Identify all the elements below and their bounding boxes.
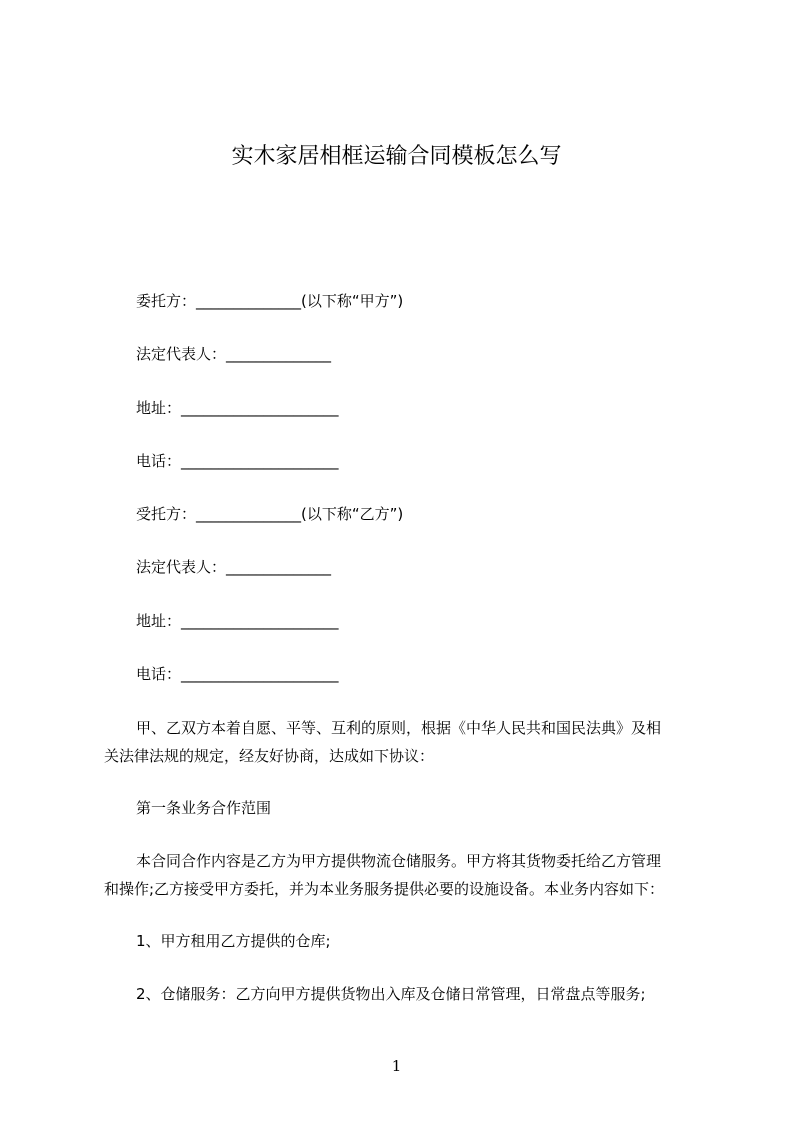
document-title: 实木家居相框运输合同模板怎么写 (231, 144, 562, 169)
article-1-body-line-1: 本合同合作内容是乙方为甲方提供物流仓储服务。甲方将其货物委托给乙方管理 (136, 852, 662, 870)
article-1-item-1: 1、甲方租用乙方提供的仓库; (136, 932, 331, 950)
party-a-phone: 电话：_____________________ (136, 452, 339, 470)
party-b-phone: 电话：_____________________ (136, 665, 339, 683)
intro-line-1: 甲、乙双方本着自愿、平等、互利的原则，根据《中华人民共和国民法典》及相 (136, 719, 662, 737)
party-a-address: 地址：_____________________ (136, 399, 339, 417)
article-1-body (104, 851, 704, 899)
party-b-legal-representative: 法定代表人：______________ (136, 558, 332, 576)
intro-paragraph (104, 718, 704, 766)
article-1-item-2: 2、仓储服务：乙方向甲方提供货物出入库及仓储日常管理，日常盘点等服务; (136, 985, 646, 1003)
party-a-principal: 委托方：______________(以下称“甲方”) (136, 292, 404, 310)
article-1-heading: 第一条业务合作范围 (136, 799, 272, 817)
intro-line-2: 关法律法规的规定，经友好协商，达成如下协议： (104, 747, 435, 765)
party-b-trustee: 受托方：______________(以下称“乙方”) (136, 505, 404, 523)
article-1-body-line-2: 和操作;乙方接受甲方委托，并为本业务服务提供必要的设施设备。本业务内容如下： (104, 880, 665, 898)
page-number: 1 (391, 1057, 402, 1075)
party-a-legal-representative: 法定代表人：______________ (136, 345, 332, 363)
party-b-address: 地址：_____________________ (136, 612, 339, 630)
